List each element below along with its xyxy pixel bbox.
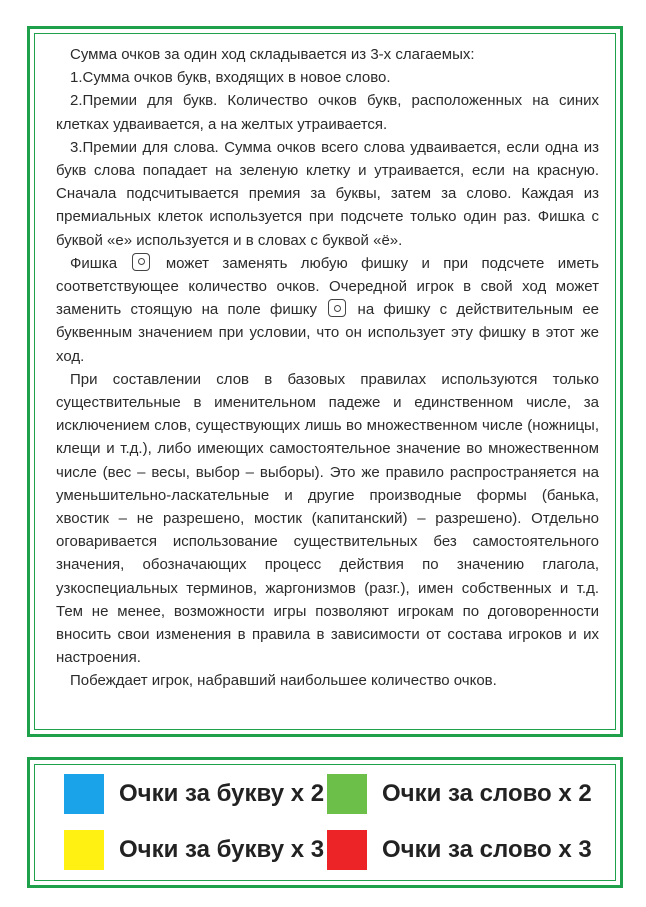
red-swatch <box>327 830 367 870</box>
blank-tile-icon <box>132 253 150 271</box>
rules-text <box>56 43 599 693</box>
rules-paragraph-letter-bonus: 2.Премии для букв. Количество очков букв, расположенных на синих клетках удваивается, а на желтых утраивается. <box>56 92 599 133</box>
joker-text-b: может заменять любую фишку и при подсчете иметь соответствующее количество очков. Очередной игрок в свой ход может заменить стоящую на поле фишку <box>56 254 599 319</box>
rules-paragraph-letter-sum: 1.Сумма очков букв, входящих в новое слово. <box>70 69 391 87</box>
rules-paragraph-allowed-words: При составлении слов в базовых правилах используются только существительные в именительном падеже и единственном числе, за исключением слов, существующих лишь во множественном числе (ножницы, клещи и т.д.), либо имеющих самостоятельное значение во множественном числе (вес – весы, выбор – выборы). Это же правило распространяется на уменьшительно-ласкательные и другие производные формы (банька, хвостик – не разрешено, мостик (капитанский) – разрешено). Отдельно оговаривается использование существительных без самостоятельного значения, обозначающих процесс действия по значению глагола, узкоспециальных терминов, жаргонизмов (разг.), имен собственных и т.д. Тем не менее, возможности игры позволяют игрокам по договоренности вносить свои изменения в правила в зависимости от состава игроков и их настроения. <box>56 370 599 667</box>
joker-text-a: Фишка <box>70 254 118 272</box>
legend-panel <box>27 757 623 888</box>
legend-label: Очки за букву х 2 <box>119 780 325 807</box>
green-swatch <box>327 774 367 814</box>
legend-item-word-x2 <box>327 774 592 814</box>
blank-tile-icon <box>328 299 346 317</box>
yellow-swatch <box>64 830 104 870</box>
legend-label: Очки за букву х 3 <box>119 836 325 863</box>
legend-item-letter-x2 <box>64 774 324 814</box>
rules-paragraph-intro: Сумма очков за один ход складывается из 3-х слагаемых: <box>70 46 475 63</box>
legend-item-word-x3 <box>327 830 592 870</box>
legend-item-letter-x3 <box>64 830 324 870</box>
legend-label: Очки за слово х 3 <box>382 836 592 863</box>
rules-paragraph-joker <box>56 252 599 368</box>
rules-paragraph-winner: Побеждает игрок, набравший наибольшее количество очков. <box>70 672 497 690</box>
joker-text-c: на фишку с действительным ее буквенным значением при условии, что он использует эту фишку в этот же ход. <box>56 301 600 365</box>
legend-label: Очки за слово х 2 <box>382 780 592 807</box>
rules-panel <box>27 26 623 737</box>
rules-paragraph-word-bonus: 3.Премии для слова. Сумма очков всего слова удваивается, если одна из букв слова попадает на зеленую клетку и утраивается, если на красную. Сначала подсчитывается премия за буквы, затем за слово. Каждая из премиальных клеток используется при подсчете только один раз. Фишка с буквой «е» используется и в словах с буквой «ё». <box>56 138 599 249</box>
blue-swatch <box>64 774 104 814</box>
